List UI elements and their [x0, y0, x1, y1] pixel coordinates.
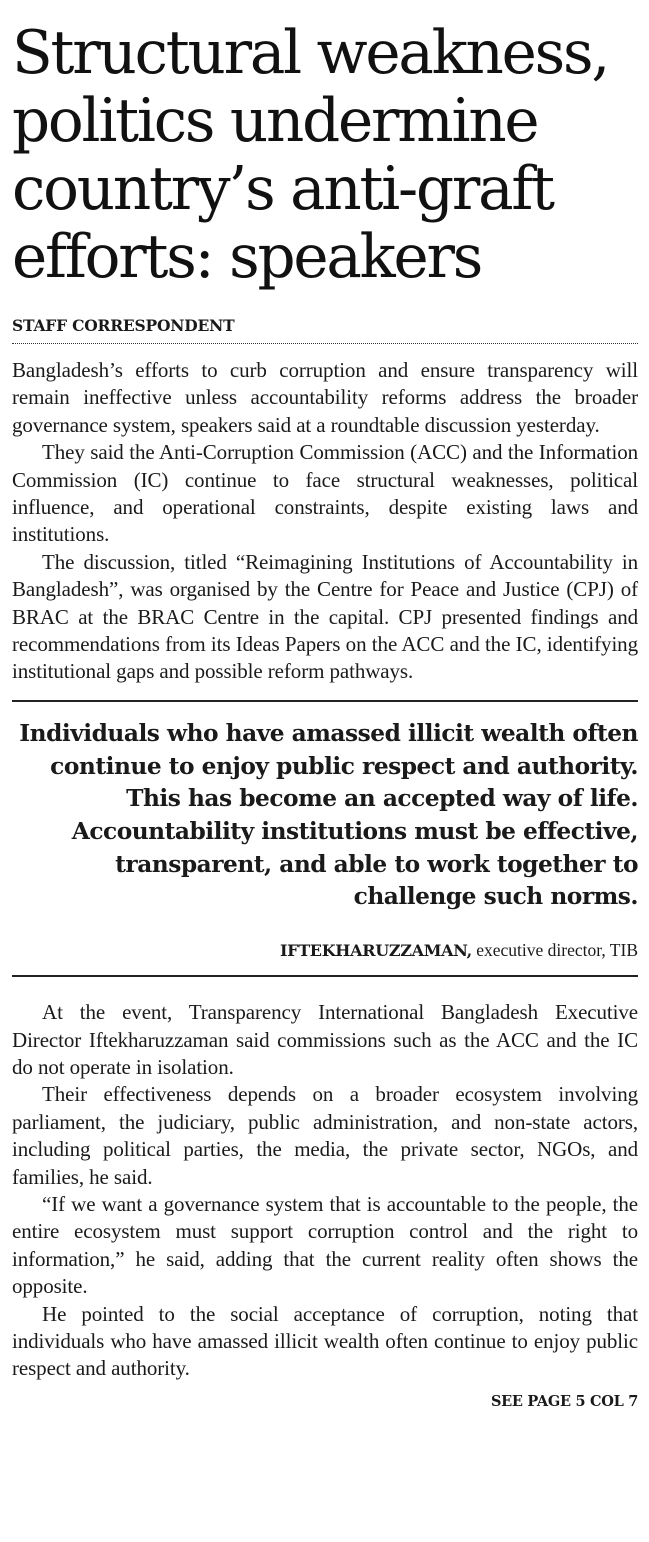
article-body-part2 — [12, 999, 638, 1383]
paragraph: They said the Anti-Corruption Commission (ACC) and the Information Commission (IC) continue to face structural weaknesses, political influence, and operational constraints, despite existing laws and institutions. — [12, 440, 638, 547]
byline: STAFF CORRESPONDENT — [12, 316, 638, 344]
attribution-title: executive director, TIB — [476, 940, 638, 961]
article-body-part1 — [12, 357, 638, 686]
paragraph: Bangladesh’s efforts to curb corruption and ensure transparency will remain ineffective unless accountability reforms address the broader governance system, speakers said at a roundtable discussion yesterday. — [12, 358, 638, 437]
article — [12, 0, 638, 1410]
headline-line: efforts: speakers — [12, 223, 482, 292]
pull-quote-text: Individuals who have amassed illicit wealth often continue to enjoy public respect and authority. This has become an accepted way of life. Accountability institutions must be effective, transparent, and able to work together to challenge such norms. — [19, 719, 638, 911]
headline-line: country’s anti-graft — [12, 155, 553, 224]
headline-line: Structural weakness, — [12, 19, 609, 88]
headline-line: politics undermine — [12, 87, 538, 156]
paragraph: At the event, Transparency International Bangladesh Executive Director Iftekharuzzaman said commissions such as the ACC and the IC do not operate in isolation. — [12, 1000, 638, 1079]
pull-quote — [12, 700, 638, 977]
continuation-link[interactable]: SEE PAGE 5 COL 7 — [490, 1392, 638, 1410]
paragraph: “If we want a governance system that is accountable to the people, the entire ecosystem must support corruption control and the right to information,” he said, adding that the current reality often shows the opposite. — [12, 1191, 638, 1299]
paragraph: He pointed to the social acceptance of corruption, noting that individuals who have amassed illicit wealth often continue to enjoy public respect and authority. — [12, 1301, 638, 1381]
attribution-name: IFTEKHARUZZAMAN, — [279, 941, 472, 961]
paragraph: Their effectiveness depends on a broader ecosystem involving parliament, the judiciary, public administration, and non-state actors, including political parties, the media, the private sector, NGOs, and families, he said. — [12, 1082, 638, 1189]
paragraph: The discussion, titled “Reimagining Institutions of Accountability in Bangladesh”, was organised by the Centre for Peace and Justice (CPJ) of BRAC at the BRAC Centre in the capital. CPJ presented findings and recommendations from its Ideas Papers on the ACC and the IC, identifying institutional gaps and possible reform pathways. — [12, 549, 638, 684]
pull-quote-attribution — [12, 940, 638, 961]
headline — [12, 0, 638, 292]
